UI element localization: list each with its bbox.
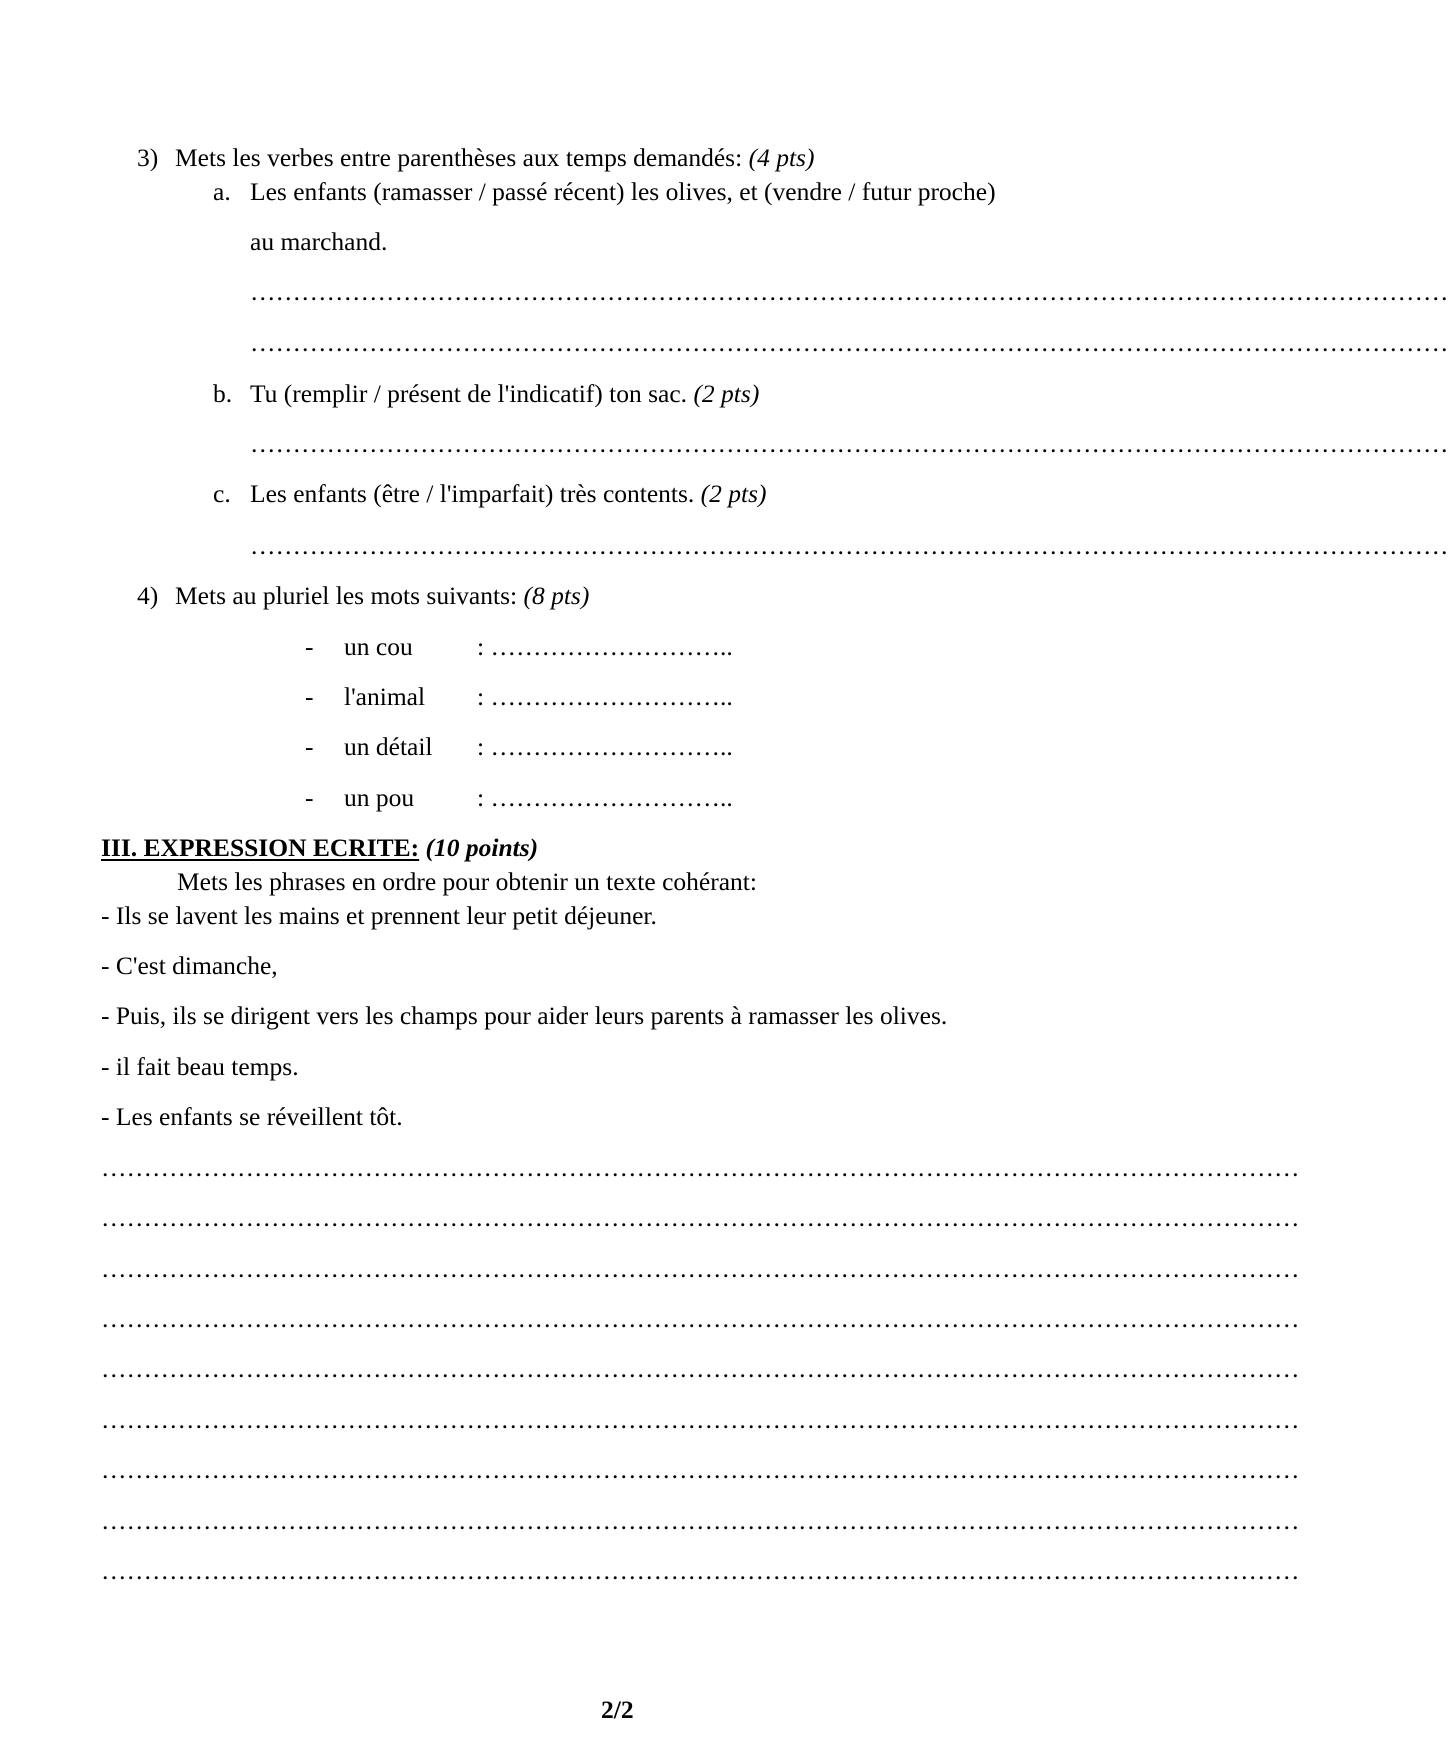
q3a-answer-line-2[interactable]: …………………………………………………………………………………………………………………………… bbox=[250, 328, 1449, 357]
q4-item-dash: - bbox=[305, 682, 314, 711]
writing-line[interactable]: …………………………………………………………………………………………………………………………… bbox=[101, 1354, 1300, 1383]
section-instruction: Mets les phrases en ordre pour obtenir un texte cohérant: bbox=[177, 867, 757, 896]
q3c-answer-line[interactable]: …………………………………………………………………………………………………………………………… bbox=[250, 531, 1449, 560]
q3b-letter: b. bbox=[213, 379, 233, 408]
q4-item-word: un pou bbox=[344, 783, 415, 812]
q4-item-answer[interactable]: : ……………………….. bbox=[477, 783, 733, 812]
q3b-prompt bbox=[250, 381, 759, 407]
q3a-letter: a. bbox=[213, 177, 231, 206]
q3-text: Mets les verbes entre parenthèses aux temps demandés: bbox=[175, 143, 743, 172]
q4-prompt bbox=[175, 583, 589, 609]
q3c-prompt bbox=[250, 481, 767, 507]
section-points: (10 points) bbox=[425, 833, 539, 862]
sentence-item: - Les enfants se réveillent tôt. bbox=[101, 1102, 403, 1131]
q3a-answer-line-1[interactable]: …………………………………………………………………………………………………………………………… bbox=[250, 277, 1449, 306]
writing-line[interactable]: …………………………………………………………………………………………………………………………… bbox=[101, 1203, 1300, 1232]
q3c-text: Les enfants (être / l'imparfait) très contents. bbox=[250, 479, 695, 508]
writing-line[interactable]: …………………………………………………………………………………………………………………………… bbox=[101, 1304, 1300, 1333]
q4-item-word: l'animal bbox=[344, 682, 426, 711]
writing-line[interactable]: …………………………………………………………………………………………………………………………… bbox=[101, 1506, 1300, 1535]
q4-item-word: un cou bbox=[344, 632, 413, 661]
q4-points: (8 pts) bbox=[523, 581, 590, 610]
section-title: III. EXPRESSION ECRITE: bbox=[101, 833, 420, 862]
sentence-item: - il fait beau temps. bbox=[101, 1052, 299, 1081]
section-heading bbox=[101, 835, 538, 861]
writing-line[interactable]: …………………………………………………………………………………………………………………………… bbox=[101, 1455, 1300, 1484]
q3-points: (4 pts) bbox=[748, 143, 815, 172]
writing-line[interactable]: …………………………………………………………………………………………………………………………… bbox=[101, 1556, 1300, 1585]
q3a-line1: Les enfants (ramasser / passé récent) les olives, et (vendre / futur proche) bbox=[250, 177, 996, 206]
q3c-points: (2 pts) bbox=[700, 479, 767, 508]
q4-item-answer[interactable]: : ……………………….. bbox=[477, 632, 733, 661]
q3-prompt bbox=[175, 145, 814, 171]
writing-line[interactable]: …………………………………………………………………………………………………………………………… bbox=[101, 1254, 1300, 1283]
q3b-answer-line[interactable]: …………………………………………………………………………………………………………………………… bbox=[250, 429, 1449, 458]
writing-line[interactable]: …………………………………………………………………………………………………………………………… bbox=[101, 1405, 1300, 1434]
q4-item-dash: - bbox=[305, 732, 314, 761]
q4-text: Mets au pluriel les mots suivants: bbox=[175, 581, 518, 610]
q3-number: 3) bbox=[137, 143, 159, 172]
q4-item-word: un détail bbox=[344, 732, 433, 761]
q4-item-answer[interactable]: : ……………………….. bbox=[477, 682, 733, 711]
sentence-item: - C'est dimanche, bbox=[101, 951, 278, 980]
q3c-letter: c. bbox=[213, 479, 231, 508]
q4-item-answer[interactable]: : ……………………….. bbox=[477, 732, 733, 761]
q3b-points: (2 pts) bbox=[693, 379, 760, 408]
sentence-item: - Ils se lavent les mains et prennent leur petit déjeuner. bbox=[101, 901, 657, 930]
q3a-line2: au marchand. bbox=[250, 227, 388, 256]
q3b-text: Tu (remplir / présent de l'indicatif) ton sac. bbox=[250, 379, 688, 408]
sentence-item: - Puis, ils se dirigent vers les champs pour aider leurs parents à ramasser les olives. bbox=[101, 1001, 948, 1030]
q4-number: 4) bbox=[137, 581, 159, 610]
q4-item-dash: - bbox=[305, 783, 314, 812]
q4-item-dash: - bbox=[305, 632, 314, 661]
writing-line[interactable]: …………………………………………………………………………………………………………………………… bbox=[101, 1153, 1300, 1182]
page-number: 2/2 bbox=[601, 1695, 634, 1724]
